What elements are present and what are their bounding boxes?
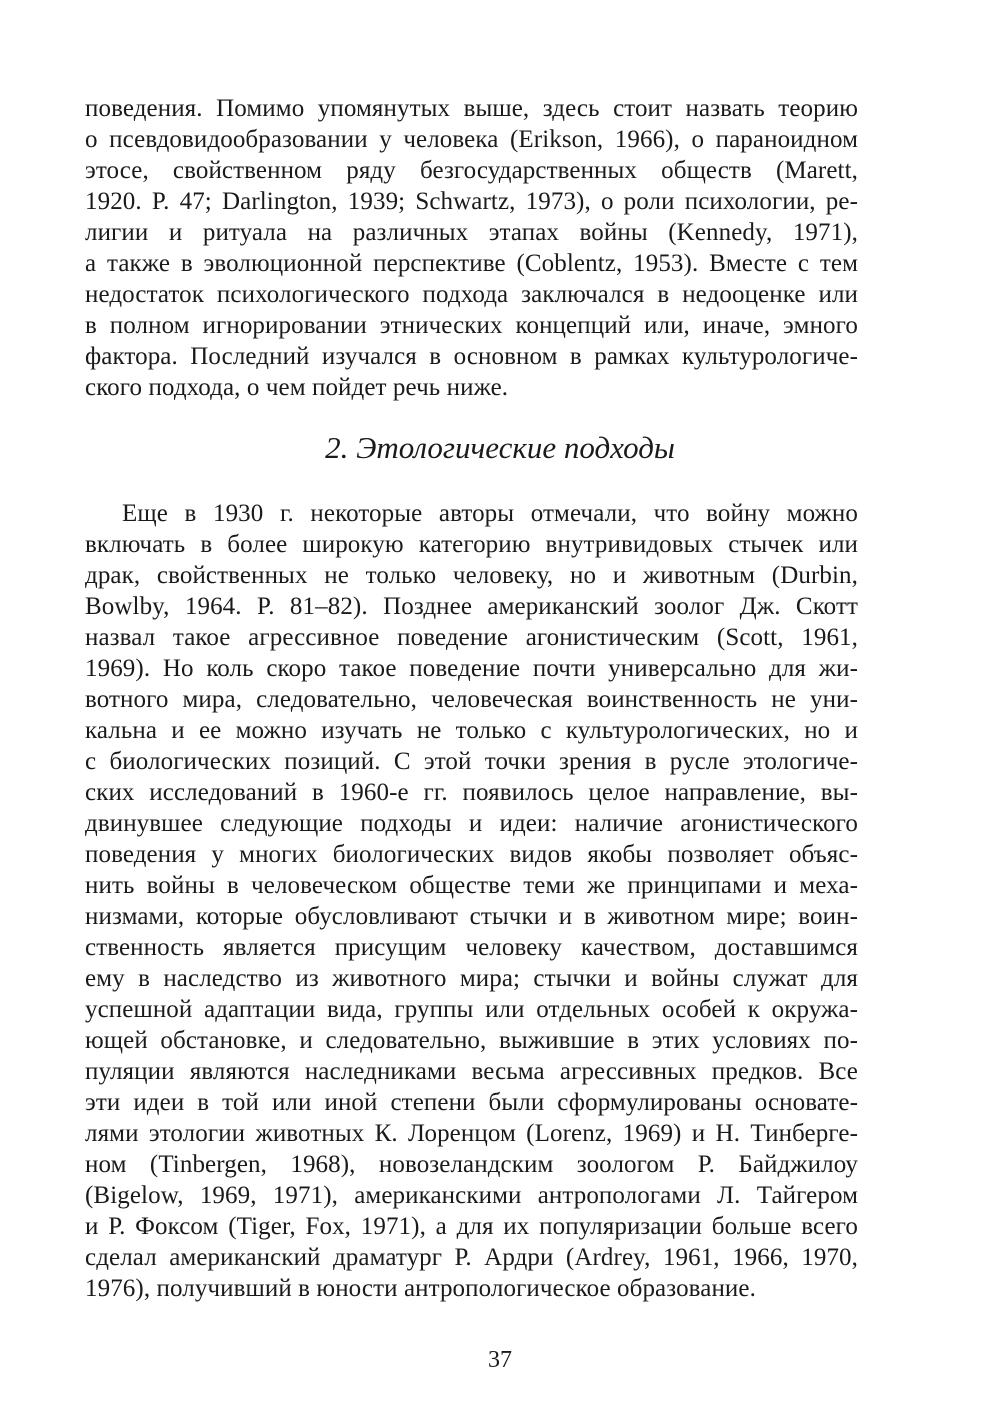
text-line: фактора. Последний изучался в основном в рамках культурологиче- — [85, 343, 858, 370]
text-line: драк, свойственных не только человеку, но и животным (Durbin, — [85, 562, 858, 589]
text-line: в полном игнорировании этнических концепций или, иначе, эмного — [85, 312, 858, 339]
text-line: кальна и ее можно изучать не только с культурологических, но и — [85, 717, 858, 744]
text-line: ющей обстановке, и следовательно, выжившие в этих условиях по- — [85, 1027, 858, 1054]
text-line: назвал такое агрессивное поведение агонистическим (Scott, 1961, — [85, 624, 858, 651]
text-line: ских исследований в 1960-е гг. появилось целое направление, вы- — [85, 779, 858, 806]
text-line: 1969). Но коль скоро такое поведение почти универсально для жи- — [85, 655, 858, 682]
text-line: поведения у многих биологических видов якобы позволяет объяс- — [85, 841, 858, 868]
text-line: ном (Tinbergen, 1968), новозеландским зоологом Р. Байджилоу — [85, 1151, 858, 1178]
text-line: нить войны в человеческом обществе теми же принципами и меха- — [85, 872, 858, 899]
text-line: ского подхода, о чем пойдет речь ниже. — [85, 374, 509, 401]
text-line: поведения. Помимо упомянутых выше, здесь стоит назвать теорию — [85, 95, 858, 122]
text-line: ему в наследство из животного мира; стычки и войны служат для — [85, 965, 858, 992]
text-line: а также в эволюционной перспективе (Coblentz, 1953). Вместе с тем — [85, 250, 858, 277]
text-line: 1920. P. 47; Darlington, 1939; Schwartz, 1973), о роли психологии, ре- — [85, 188, 858, 215]
text-line: этосе, свойственном ряду безгосударственных обществ (Marett, — [85, 157, 858, 184]
text-line: пуляции являются наследниками весьма агрессивных предков. Все — [85, 1058, 858, 1085]
text-line: двинувшее следующие подходы и идеи: наличие агонистического — [85, 810, 858, 837]
text-line: (Bigelow, 1969, 1971), американскими антропологами Л. Тайгером — [85, 1182, 858, 1209]
text-line: сделал американский драматург Р. Ардри (Ardrey, 1961, 1966, 1970, — [85, 1244, 858, 1271]
text-line: включать в более широкую категорию внутривидовых стычек или — [85, 531, 858, 558]
text-line: и Р. Фоксом (Tiger, Fox, 1971), а для их популяризации больше всего — [85, 1213, 858, 1240]
text-line: лигии и ритуала на различных этапах войны (Kennedy, 1971), — [85, 219, 858, 246]
text-line: эти идеи в той или иной степени были сформулированы основате- — [85, 1089, 858, 1116]
text-line: Bowlby, 1964. P. 81–82). Позднее американский зоолог Дж. Скотт — [85, 593, 858, 620]
text-line: низмами, которые обусловливают стычки и в животном мире; воин- — [85, 903, 858, 930]
text-line: недостаток психологического подхода заключался в недооценке или — [85, 281, 858, 308]
text-line: лями этологии животных К. Лоренцом (Lorenz, 1969) и Н. Тинберге- — [85, 1120, 858, 1147]
section-heading: 2. Этологические подходы — [325, 430, 675, 465]
text-line: 1976), получивший в юности антропологическое образование. — [85, 1275, 756, 1302]
text-line: с биологических позиций. С этой точки зрения в русле этологиче- — [85, 748, 858, 775]
text-line: Еще в 1930 г. некоторые авторы отмечали, что войну можно — [122, 500, 858, 527]
text-line: вотного мира, следовательно, человеческая воинственность не уни- — [85, 686, 858, 713]
text-line: ственность является присущим человеку качеством, доставшимся — [85, 934, 858, 961]
text-line: успешной адаптации вида, группы или отдельных особей к окружа- — [85, 996, 858, 1023]
text-line: о псевдовидообразовании у человека (Erikson, 1966), о параноидном — [85, 126, 858, 153]
page-number: 37 — [488, 1347, 512, 1373]
